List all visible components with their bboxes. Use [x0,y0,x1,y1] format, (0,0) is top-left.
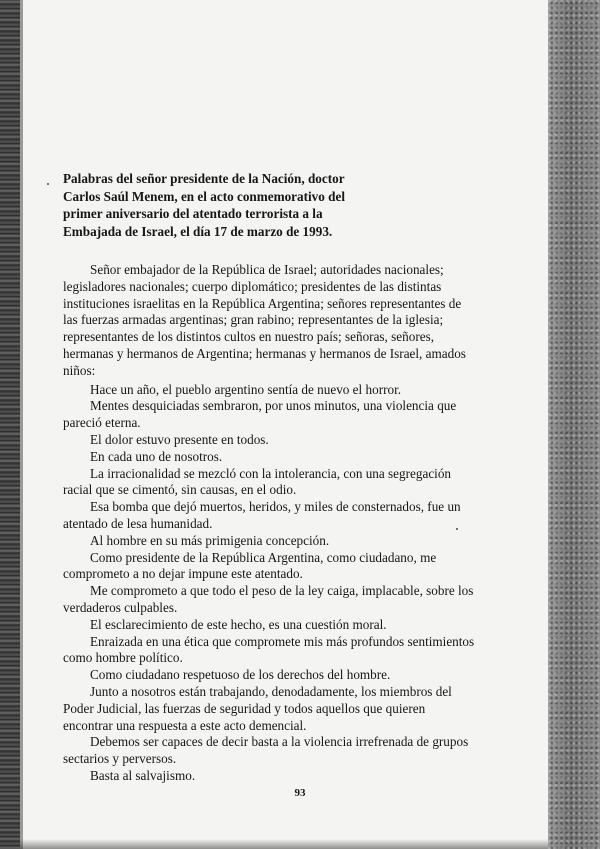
scan-bottom-shadow [20,839,548,849]
paragraph: Esa bomba que dejó muertos, heridos, y miles de consternados, fue un atentado de lesa humanidad. [63,499,461,531]
paragraph: La irracionalidad se mezcló con la intolerancia, con una segregación racial que se cimentó, sin causas, en el odio. [63,465,452,498]
scan-speck [47,183,49,185]
scan-left-edge [0,0,20,849]
scan-right-edge [548,0,600,849]
paragraph: Al hombre en su más primigenia concepción. [90,532,330,548]
page-number: 93 [294,787,306,799]
paragraph: Me comprometo a que todo el peso de la ley caiga, implacable, sobre los verdaderos culpables. [63,583,474,615]
paragraph: Como presidente de la República Argentina, como ciudadano, me comprometo a no dejar impune este atentado. [63,549,437,582]
paragraph: Mentes desquiciadas sembraron, por unos minutos, una violencia que pareció eterna. [63,398,457,431]
paragraph: Basta al salvajismo. [90,767,196,783]
paragraph: Enraizada en una ética que compromete mis más profundos sentimientos como hombre político. [63,633,475,666]
paragraph: Como ciudadano respetuoso de los derechos del hombre. [90,667,391,683]
speech-body [63,262,475,785]
paragraph: En cada uno de nosotros. [90,448,223,464]
paragraph: Debemos ser capaces de decir basta a la violencia irrefrenada de grupos sectarios y perversos. [63,734,469,767]
paragraph: El dolor estuvo presente en todos. [90,431,269,447]
paragraph: Hace un año, el pueblo argentino sentía de nuevo el horror. [90,381,402,397]
speech-heading: Palabras del señor presidente de la Nación, doctor Carlos Saúl Menem, en el acto conmemorativo del primer aniversario del atentado terrorista a la Embajada de Israel, el día 17 de marzo de 1993. [63,171,346,239]
paragraph: Junto a nosotros están trabajando, denodadamente, los miembros del Poder Judicial, las fuerzas de seguridad y todos aquellos que quieren encontrar una respuesta a este acto demencial. [63,683,452,733]
paragraph: El esclarecimiento de este hecho, es una cuestión moral. [90,616,387,632]
salutation-paragraph: Señor embajador de la República de Israel; autoridades nacionales; legisladores nacionales; cuerpo diplomático; presidentes de las distintas instituciones israelitas en la República Argentina; señores representantes de las fuerzas armadas argentinas; gran rabino; representantes de la iglesia; representantes de los distintos cultos en nuestro país; señoras, señores, hermanas y hermanos de Argentina; hermanas y hermanos de Israel, amados niños: [63,262,466,378]
